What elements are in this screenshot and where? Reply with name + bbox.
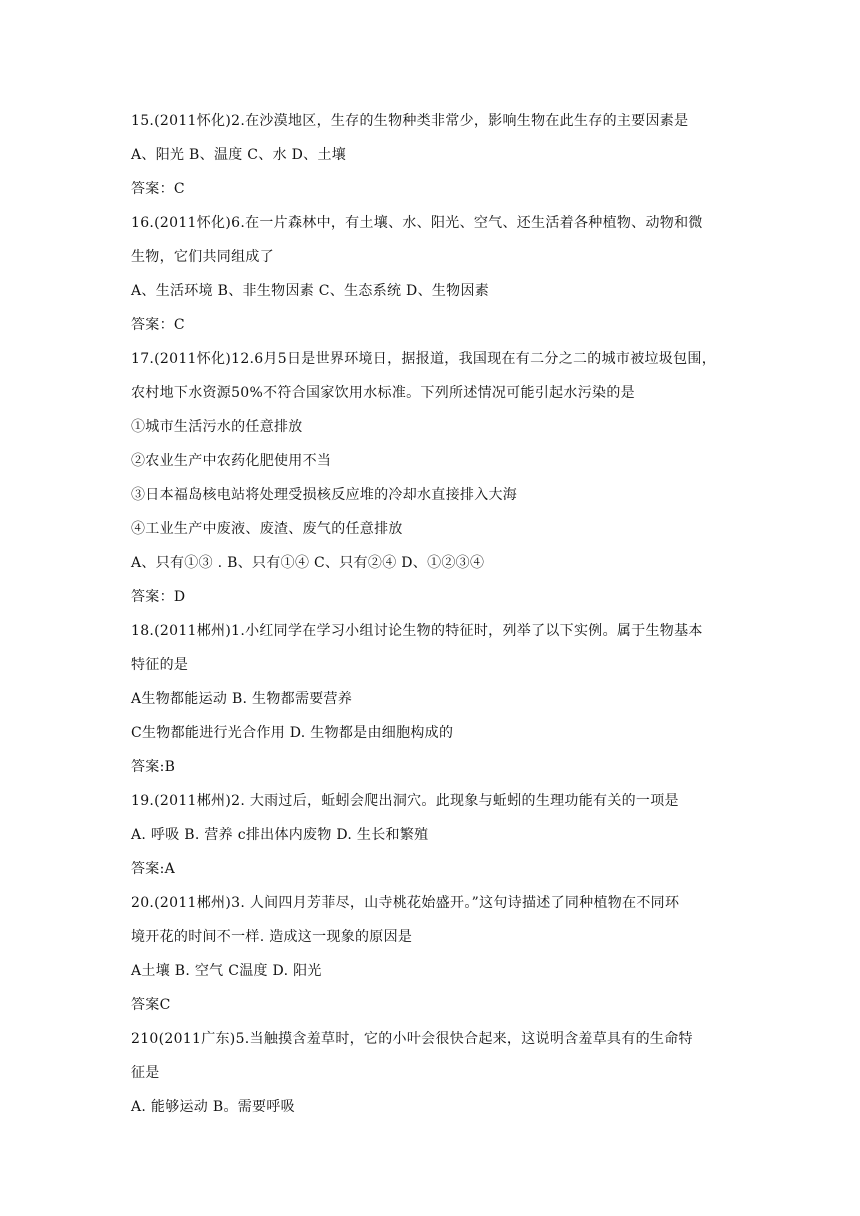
q18-options-row1: A生物都能运动 B. 生物都需要营养: [131, 691, 353, 707]
q21-options: A. 能够运动 B。需要呼吸: [131, 1099, 295, 1115]
q17-item-2: ②农业生产中农药化肥使用不当: [131, 453, 332, 469]
q18-stem-line2: 特征的是: [131, 657, 189, 673]
q18-stem-line1: 18.(2011郴州)1.小红同学在学习小组讨论生物的特征时，列举了以下实例。属于生物基本: [131, 623, 703, 639]
q17-item-3: ③日本福岛核电站将处理受损核反应堆的冷却水直接排入大海: [131, 487, 518, 503]
q20-stem-line1: 20.(2011郴州)3. 人间四月芳菲尽，山寺桃花始盛开。”这句诗描述了同种植物在不同环: [131, 895, 680, 911]
q17-item-1: ①城市生活污水的任意排放: [131, 419, 303, 435]
q17-options: A、只有①③ . B、只有①④ C、只有②④ D、①②③④: [131, 555, 485, 571]
q18-answer: 答案:B: [131, 759, 176, 775]
document-page: [131, 104, 741, 1124]
q20-options: A土壤 B. 空气 C温度 D. 阳光: [131, 963, 322, 979]
q15-answer: 答案：C: [131, 181, 185, 197]
q16-answer: 答案：C: [131, 317, 185, 333]
q21-stem-line1: 210(2011广东)5.当触摸含羞草时，它的小叶会很快合起来，这说明含羞草具有的生命特: [131, 1031, 693, 1047]
q19-stem: 19.(2011郴州)2. 大雨过后，蚯蚓会爬出洞穴。此现象与蚯蚓的生理功能有关的一项是: [131, 793, 679, 809]
q17-item-4: ④工业生产中废液、废渣、废气的任意排放: [131, 521, 403, 537]
q15-stem: 15.(2011怀化)2.在沙漠地区，生存的生物种类非常少，影响生物在此生存的主要因素是: [131, 113, 689, 129]
q19-answer: 答案:A: [131, 861, 176, 877]
q21-stem-line2: 征是: [131, 1065, 160, 1081]
q16-stem-line1: 16.(2011怀化)6.在一片森林中，有土壤、水、阳光、空气、还生活着各种植物、动物和微: [131, 215, 703, 231]
q16-stem-line2: 生物，它们共同组成了: [131, 249, 274, 265]
q20-answer: 答案C: [131, 997, 171, 1013]
q17-answer: 答案：D: [131, 589, 186, 605]
q16-options: A、生活环境 B、非生物因素 C、生态系统 D、生物因素: [131, 283, 490, 299]
q17-stem-line1: 17.(2011怀化)12.6月5日是世界环境日，据报道，我国现在有二分之二的城市被垃圾包围，: [131, 351, 716, 367]
q20-stem-line2: 境开花的时间不一样. 造成这一现象的原因是: [131, 929, 413, 945]
q15-options: A、阳光 B、温度 C、水 D、土壤: [131, 147, 347, 163]
q19-options: A. 呼吸 B. 营养 c排出体内废物 D. 生长和繁殖: [131, 827, 429, 843]
q18-options-row2: C生物都能进行光合作用 D. 生物都是由细胞构成的: [131, 725, 454, 741]
q17-stem-line2: 农村地下水资源50%不符合国家饮用水标准。下列所述情况可能引起水污染的是: [131, 385, 635, 401]
